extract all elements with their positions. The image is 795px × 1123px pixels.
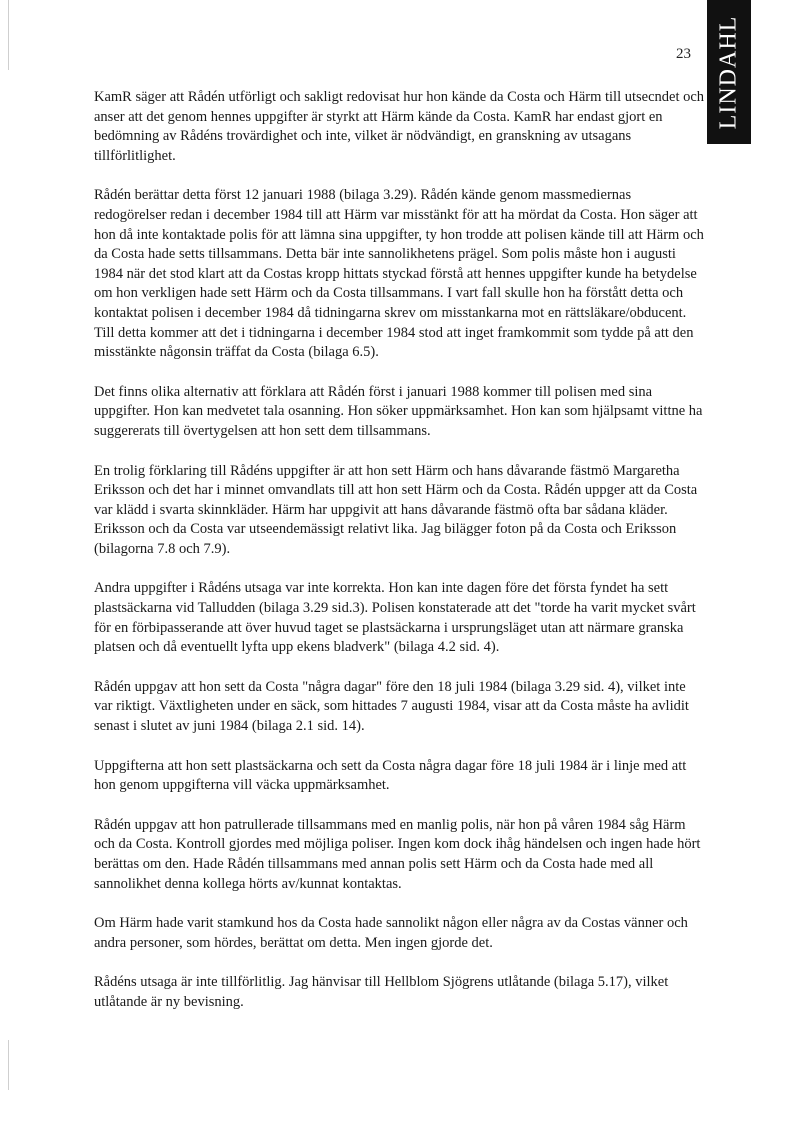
side-tab bbox=[707, 0, 751, 144]
paragraph: Rådéns utsaga är inte tillförlitlig. Jag hänvisar till Hellblom Sjögrens utlåtande (bilaga 5.17), vilket utlåtande är ny bevisning. bbox=[94, 974, 669, 1010]
scan-edge-mark bbox=[8, 1040, 9, 1090]
side-tab-label: LINDAHL bbox=[715, 15, 742, 129]
paragraph: Andra uppgifter i Rådéns utsaga var inte korrekta. Hon kan inte dagen före det första fyndet ha sett plastsäckarna vid Talludden (bilaga 3.29 sid.3). Polisen konstaterade att det "torde ha varit mycket svårt för en förbipasserande att över huvud taget se plastsäckarna i ursprungsläget utan att närmare granska platsen och då eventuellt lyfta upp ekens bladverk" (bilaga 4.2 sid. 4). bbox=[94, 580, 696, 656]
paragraph: KamR säger att Rådén utförligt och sakligt redovisat hur hon kände da Costa och Härm till utsecndet och anser att det genom hennes uppgifter är styrkt att Härm kände da Costa. KamR har endast gjort en bedömning av Rådéns trovärdighet och inte, vilket är nödvändigt, en granskning av utsagans tillförlitlighet. bbox=[94, 89, 705, 164]
paragraph: Det finns olika alternativ att förklara att Rådén först i januari 1988 kommer till polisen med sina uppgifter. Hon kan medvetet tala osanning. Hon söker uppmärksamhet. Hon kan som hjälpsamt vittne ha suggererats till övertygelsen att hon sett dem tillsammans. bbox=[94, 383, 703, 439]
paragraph: Rådén uppgav att hon sett da Costa "några dagar" före den 18 juli 1984 (bilaga 3.29 sid. 4), vilket inte var riktigt. Växtligheten under en säck, som hittades 7 augusti 1984, visar att da Costa måste ha avlidit senast i slutet av juni 1984 (bilaga 2.1 sid. 14). bbox=[94, 678, 689, 735]
document-body bbox=[94, 88, 706, 1033]
paragraph: Rådén berättar detta först 12 januari 1988 (bilaga 3.29). Rådén kände genom massmediernas redogörelser redan i december 1984 till att Härm var misstänkt för att ha mördat da Costa. Hon säger att hon då inte kontaktade polis för att lämna sina uppgifter, ty hon trodde att polisen kände till att Härm och da Costa hade setts tillsammans. Detta bär inte sannolikhetens prägel. Som polis måste hon i augusti 1984 när det stod klart att da Costas kropp hittats styckad förstå att hennes uppgifter kunde ha betydelse om hon verkligen hade sett Härm och da Costa tillsammans. I vart fall skulle hon ha förstått detta och kontaktat polisen i december 1984 då tidningarna skrev om misstankarna mot en rättsläkare/obducent. Till detta kommer att det i tidningarna i december 1984 stod att inget framkommit som tydde på att den misstänkte någonsin träffat da Costa (bilaga 6.5). bbox=[94, 187, 704, 361]
paragraph: Om Härm hade varit stamkund hos da Costa hade sannolikt någon eller några av da Costas vänner och andra personer, som hördes, berättat om detta. Men ingen gjorde det. bbox=[94, 915, 688, 951]
paragraph: En trolig förklaring till Rådéns uppgifter är att hon sett Härm och hans dåvarande fästmö Margaretha Eriksson och det har i minnet omvandlats till att hon sett Härm och da Costa. Rådén uppger att da Costa var klädd i svarta skinnkläder. Härm har uppgivit att hans dåvarande fästmö ofta bar sådana kläder. Eriksson och da Costa var utseendemässigt relativt lika. Jag bilägger foton på da Costa och Eriksson (bilagorna 7.8 och 7.9). bbox=[94, 462, 698, 557]
paragraph: Rådén uppgav att hon patrullerade tillsammans med en manlig polis, när hon på våren 1984 såg Härm och da Costa. Kontroll gjordes med möjliga poliser. Ingen kom dock ihåg händelsen och ingen hade hört berättas om den. Hade Rådén tillsammans med annan polis sett Härm och da Costa hade med all sannolikhet denna kollega hörts av/kunnat kontaktas. bbox=[94, 816, 701, 892]
page-number: 23 bbox=[676, 46, 691, 62]
scan-edge-mark bbox=[8, 0, 9, 70]
paragraph: Uppgifterna att hon sett plastsäckarna och sett da Costa några dagar före 18 juli 1984 är i linje med att hon genom uppgifterna vill väcka uppmärksamhet. bbox=[94, 757, 687, 794]
